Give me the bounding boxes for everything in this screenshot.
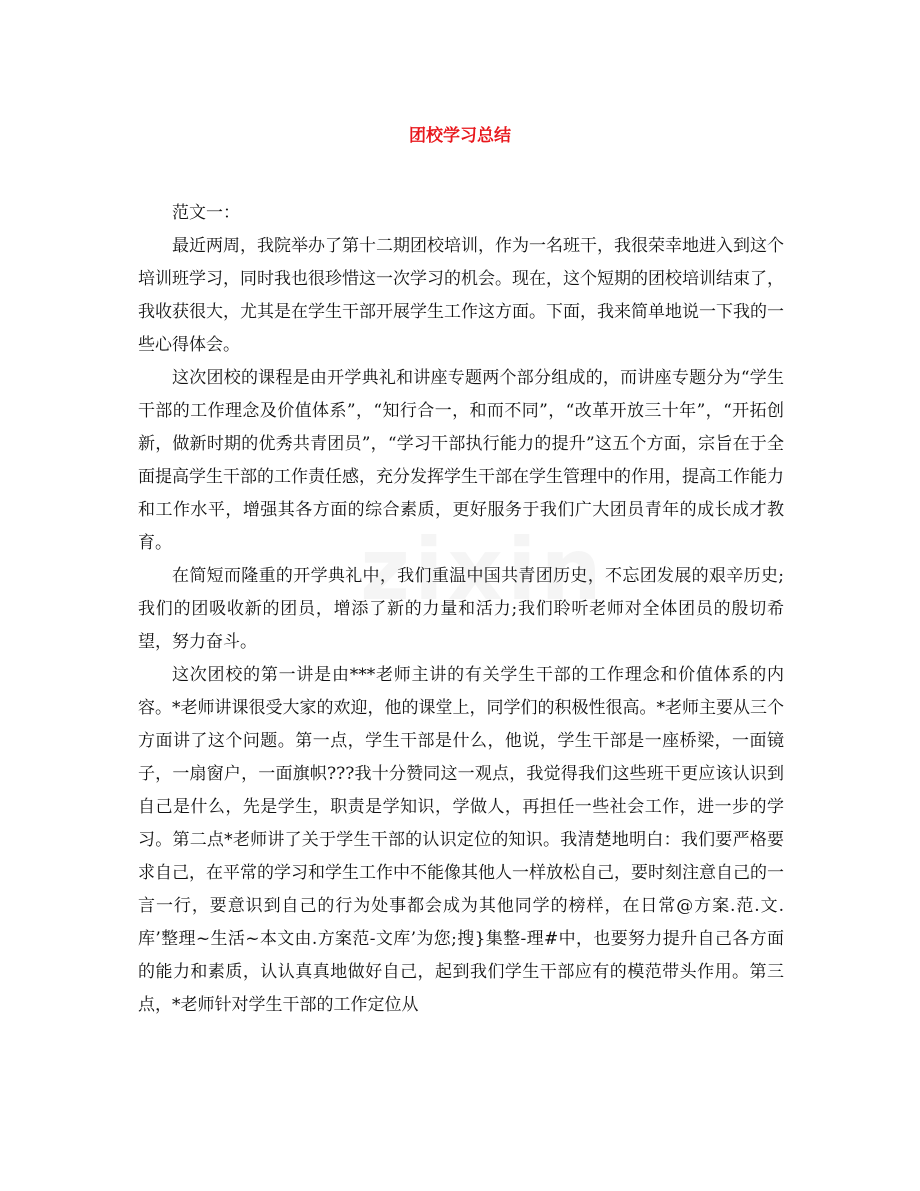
document-body [138,197,784,1022]
paragraph: 在简短而隆重的开学典礼中，我们重温中国共青团历史，不忘团发展的艰辛历史;我们的团吸收新的团员，增添了新的力量和活力;我们聆听老师对全体团员的殷切希望，努力奋斗。 [138,566,784,652]
paragraph: 这次团校的课程是由开学典礼和讲座专题两个部分组成的，而讲座专题分为“学生干部的工作理念及价值体系”，“知行合一，和而不同”，“改革开放三十年”，“开拓创新，做新时期的优秀共青团员”，“学习干部执行能力的提升”这五个方面，宗旨在于全面提高学生干部的工作责任感，充分发挥学生干部在学生管理中的作用，提高工作能力和工作水平，增强其各方面的综合素质，更好服务于我们广大团员青年的成长成才教育。 [138,368,784,553]
paragraph-heading: 范文一： [172,203,240,223]
document-title: 团校学习总结 [409,126,511,146]
paragraph: 最近两周，我院举办了第十二期团校培训，作为一名班干，我很荣幸地进入到这个培训班学习，同时我也很珍惜这一次学习的机会。现在，这个短期的团校培训结束了，我收获很大，尤其是在学生干部开展学生工作这方面。下面，我来简单地说一下我的一些心得体会。 [138,236,784,355]
paragraph: 这次团校的第一讲是由***老师主讲的有关学生干部的工作理念和价值体系的内容。*老师讲课很受大家的欢迎，他的课堂上，同学们的积极性很高。*老师主要从三个方面讲了这个问题。第一点，学生干部是什么，他说，学生干部是一座桥梁，一面镜子，一扇窗户，一面旗帜???我十分赞同这一观点，我觉得我们这些班干更应该认识到自己是什么，先是学生，职责是学知识，学做人，再担任一些社会工作，进一步的学习。第二点*老师讲了关于学生干部的认识定位的知识。我清楚地明白：我们要严格要求自己，在平常的学习和学生工作中不能像其他人一样放松自己，要时刻注意自己的一言一行，要意识到自己的行为处事都会成为其他同学的榜样，在日常@方案.范.文.库’整理~生活~本文由.方案范-文库’为您;搜}集整-理#中，也要努力提升自己各方面的能力和素质，认认真真地做好自己，起到我们学生干部应有的模范带头作用。第三点，*老师针对学生干部的工作定位从 [138,665,784,1015]
